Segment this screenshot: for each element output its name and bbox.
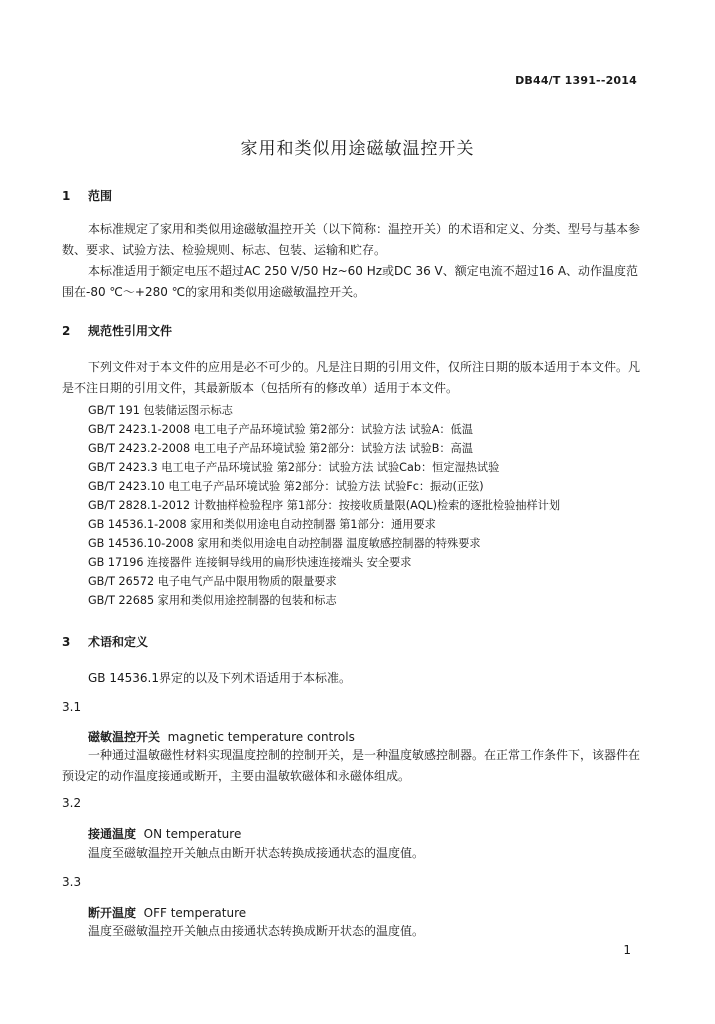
paragraph: 本标准适用于额定电压不超过AC 250 V/50 Hz~60 Hz或DC 36 V、额定电流不超过16 A、动作温度范围在-80 ℃～+280 ℃的家用和类似用途磁敏温控开关。: [62, 264, 639, 299]
document-number: DB44/T 1391--2014: [515, 74, 637, 87]
section-2-heading: [62, 322, 172, 339]
section-number: 3: [62, 635, 71, 649]
section-title: 规范性引用文件: [88, 324, 173, 338]
term-name-en: magnetic temperature controls: [167, 730, 355, 744]
page-number: 1: [623, 943, 631, 957]
term-name-cn: 接通温度: [88, 827, 137, 841]
reference-item: GB/T 2828.1-2012 计数抽样检验程序 第1部分：按接收质量限(AQL)检索的逐批检验抽样计划: [88, 499, 561, 512]
clause-number: 3.3: [62, 875, 82, 889]
reference-item: GB/T 2423.10 电工电子产品环境试验 第2部分：试验方法 试验Fc：振动(正弦): [88, 480, 484, 493]
term-heading: [88, 825, 241, 842]
section-title: 术语和定义: [88, 635, 149, 649]
term-definition: 一种通过温敏磁性材料实现温度控制的控制开关，是一种温度敏感控制器。在正常工作条件下，该器件在预设定的动作温度接通或断开，主要由温敏软磁体和永磁体组成。: [62, 748, 641, 783]
term-name-cn: 磁敏温控开关: [88, 730, 161, 744]
term-definition: 温度至磁敏温控开关触点由断开状态转换成接通状态的温度值。: [88, 846, 425, 860]
term-name-en: ON temperature: [143, 827, 242, 841]
term-name-cn: 断开温度: [88, 906, 137, 920]
term-heading: [88, 728, 355, 745]
document-title: 家用和类似用途磁敏温控开关: [240, 139, 475, 159]
reference-item: GB 14536.10-2008 家用和类似用途电自动控制器 温度敏感控制器的特殊要求: [88, 537, 481, 550]
section-title: 范围: [88, 189, 113, 203]
section-number: 2: [62, 324, 71, 338]
clause-number: 3.1: [62, 700, 82, 714]
section-3-heading: [62, 633, 148, 650]
reference-item: GB/T 2423.1-2008 电工电子产品环境试验 第2部分：试验方法 试验A：低温: [88, 423, 473, 436]
reference-item: GB/T 26572 电子电气产品中限用物质的限量要求: [88, 575, 337, 588]
clause-number: 3.2: [62, 796, 82, 810]
reference-item: GB/T 2423.3 电工电子产品环境试验 第2部分：试验方法 试验Cab：恒定湿热试验: [88, 461, 500, 474]
reference-item: GB/T 191 包装储运图示标志: [88, 404, 233, 417]
term-definition: 温度至磁敏温控开关触点由接通状态转换成断开状态的温度值。: [88, 924, 425, 938]
reference-item: GB/T 22685 家用和类似用途控制器的包装和标志: [88, 594, 337, 607]
paragraph: 本标准规定了家用和类似用途磁敏温控开关（以下简称：温控开关）的术语和定义、分类、型号与基本参数、要求、试验方法、检验规则、标志、包装、运输和贮存。: [62, 222, 641, 257]
paragraph: GB 14536.1界定的以及下列术语适用于本标准。: [88, 671, 351, 685]
term-name-en: OFF temperature: [143, 906, 247, 920]
reference-item: GB/T 2423.2-2008 电工电子产品环境试验 第2部分：试验方法 试验B：高温: [88, 442, 473, 455]
section-number: 1: [62, 189, 71, 203]
reference-item: GB 14536.1-2008 家用和类似用途电自动控制器 第1部分：通用要求: [88, 518, 436, 531]
paragraph: 下列文件对于本文件的应用是必不可少的。凡是注日期的引用文件，仅所注日期的版本适用于本文件。凡是不注日期的引用文件，其最新版本（包括所有的修改单）适用于本文件。: [62, 360, 641, 395]
reference-item: GB 17196 连接器件 连接铜导线用的扁形快速连接端头 安全要求: [88, 556, 412, 569]
section-1-heading: [62, 187, 112, 204]
term-heading: [88, 904, 246, 921]
